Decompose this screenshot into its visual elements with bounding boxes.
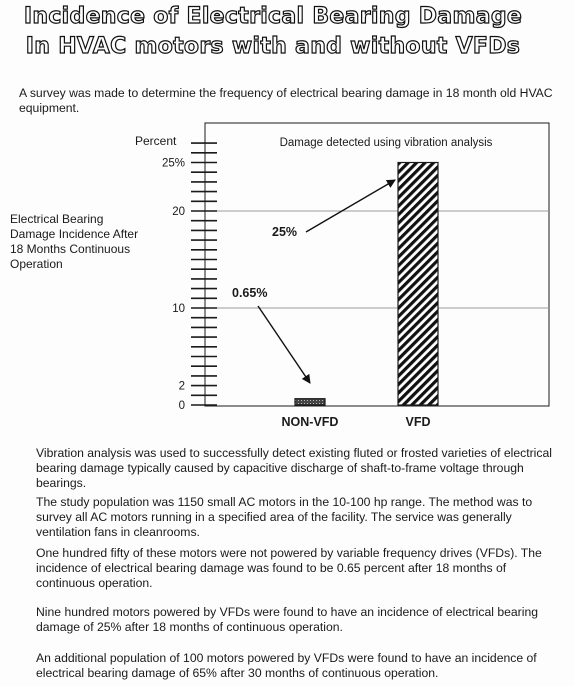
y-axis-unit: Percent	[135, 134, 177, 148]
y-tick-label: 25%	[161, 157, 185, 170]
intro-text: A survey was made to determine the frequency of electrical bearing damage in 18 month old HVAC equipment.	[19, 86, 553, 115]
y-axis-description: Electrical Bearing Damage Incidence After 18 Months Continuous Operation	[10, 212, 139, 271]
arrow-non-vfd	[258, 306, 310, 383]
paragraph-vfd-30-months: An additional population of 100 motors powered by VFDs were found to have an incidence of electrical bearing damage of 65% after 30 months of continuous operation.	[36, 651, 537, 680]
title-line-2: In HVAC motors with and without VFDs	[25, 34, 521, 59]
paragraph-vfd: Nine hundred motors powered by VFDs were found to have an incidence of electrical bearing damage of 25% after 18 months of continuous operation.	[36, 605, 539, 634]
x-category-label: VFD	[405, 415, 431, 429]
paragraph-population: The study population was 1150 small AC motors in the 10-100 hp range. The method was to survey all AC motors running in a specified area of the facility. The service was generally ventilation fans in cleanrooms.	[36, 495, 533, 539]
paragraph-non-vfd: One hundred fifty of these motors were not powered by variable frequency drives (VFDs). The incidence of electrical bearing damage was found to be 0.65 percent after 18 months of continuous operation.	[36, 546, 542, 590]
x-category-label: NON-VFD	[281, 415, 339, 429]
chart-title: Damage detected using vibration analysis	[279, 137, 493, 149]
y-tick-label: 0	[178, 400, 185, 412]
data-label-vfd: 25%	[272, 225, 298, 239]
bar-non-vfd	[295, 399, 325, 405]
y-tick-label: 2	[178, 380, 185, 393]
y-tick-label: 20	[172, 206, 185, 218]
data-label-non-vfd: 0.65%	[232, 286, 268, 300]
paragraph-method: Vibration analysis was used to successfully detect existing fluted or frosted varieties of electrical bearing damage typically caused by capacitive discharge of shaft-to-frame voltage through bearings.	[36, 446, 552, 490]
bar-vfd	[398, 163, 438, 406]
title-line-1: Incidence of Electrical Bearing Damage	[23, 4, 523, 29]
y-tick-label: 10	[172, 303, 185, 315]
plot-frame	[205, 123, 549, 406]
arrow-vfd	[306, 180, 395, 232]
